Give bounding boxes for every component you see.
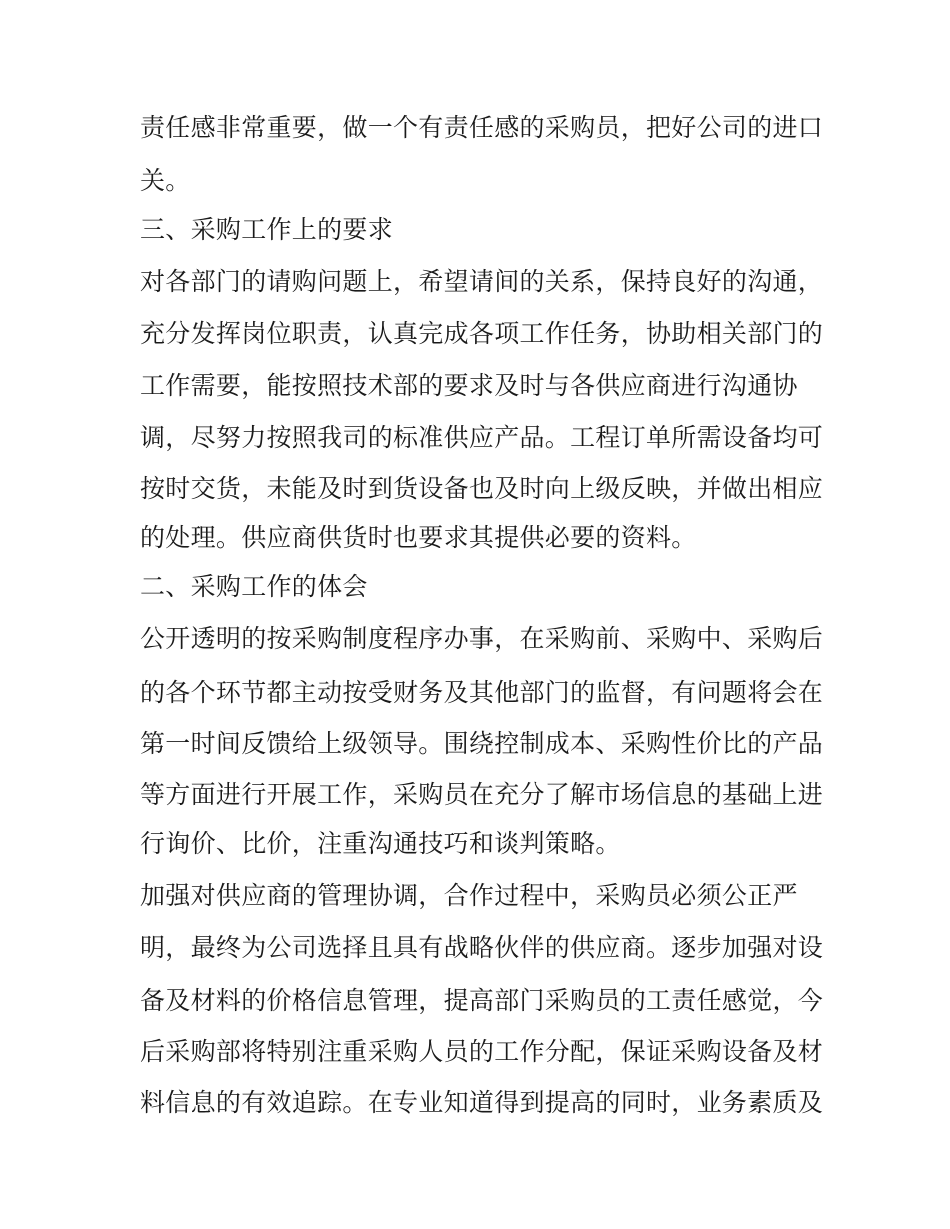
text-line: 责任感非常重要，做一个有责任感的采购员，把好公司的进口: [140, 113, 824, 142]
section-heading: 二、采购工作的体会: [140, 572, 368, 601]
text-line: 按时交货，未能及时到货设备也及时向上级反映，并做出相应: [140, 474, 824, 503]
text-line: 行询价、比价，注重沟通技巧和谈判策略。: [140, 829, 621, 858]
section-heading: 三、采购工作上的要求: [140, 215, 394, 244]
text-line: 公开透明的按采购制度程序办事，在采购前、采购中、采购后: [140, 624, 824, 653]
text-line: 的各个环节都主动按受财务及其他部门的监督，有问题将会在: [140, 678, 824, 707]
text-line: 充分发挥岗位职责，认真完成各项工作任务，协助相关部门的: [140, 319, 824, 348]
text-line: 料信息的有效追踪。在专业知道得到提高的同时，业务素质及: [140, 1088, 824, 1117]
text-line: 明，最终为公司选择且具有战略伙伴的供应商。逐步加强对设: [140, 933, 824, 962]
text-line: 备及材料的价格信息管理，提高部门采购员的工责任感觉，今: [140, 986, 824, 1015]
text-line: 加强对供应商的管理协调，合作过程中，采购员必须公正严: [140, 881, 798, 910]
text-line: 关。: [140, 166, 191, 195]
text-line: 调，尽努力按照我司的标准供应产品。工程订单所需设备均可: [140, 423, 824, 452]
text-line: 的处理。供应商供货时也要求其提供必要的资料。: [140, 523, 697, 552]
text-line: 后采购部将特别注重采购人员的工作分配，保证采购设备及材: [140, 1037, 824, 1066]
text-line: 对各部门的请购问题上，希望请间的关系，保持良好的沟通，: [140, 267, 824, 296]
text-line: 等方面进行开展工作，采购员在充分了解市场信息的基础上进: [140, 780, 824, 809]
text-line: 第一时间反馈给上级领导。围绕控制成本、采购性价比的产品: [140, 729, 824, 758]
text-line: 工作需要，能按照技术部的要求及时与各供应商进行沟通协: [140, 371, 798, 400]
